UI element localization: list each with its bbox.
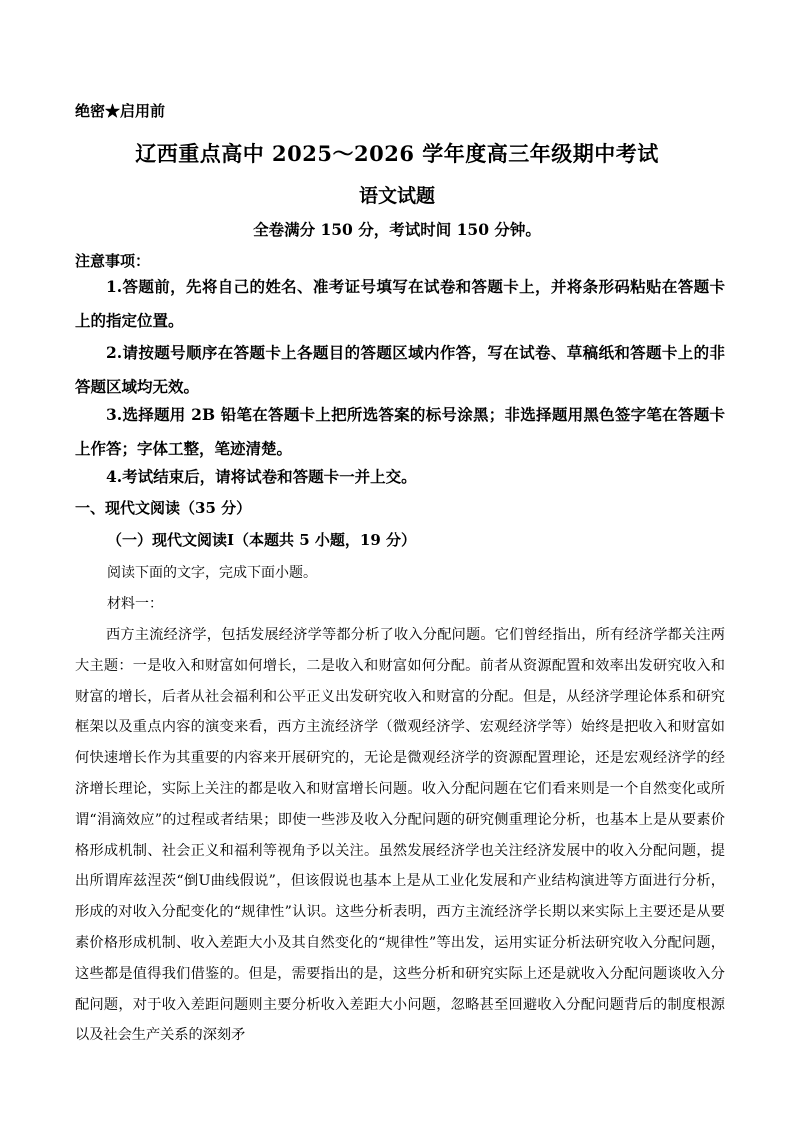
material-paragraph: 西方主流经济学，包括发展经济学等都分析了收入分配问题。它们曾经指出，所有经济学都关注两大主题：一是收入和财富如何增长，二是收入和财富如何分配。前者从资源配置和效率出发研究收入和财富的增长，后者从社会福利和公平正义出发研究收入和财富的分配。但是，从经济学理论体系和研究框架以及重点内容的演变来看，西方主流经济学（微观经济学、宏观经济学等）始终是把收入和财富如何快速增长作为其重要的内容来开展研究的，无论是微观经济学的资源配置理论，还是宏观经济学的经济增长理论，实际上关注的都是收入和财富增长问题。收入分配问题在它们看来则是一个自然变化或所谓“涓滴效应”的过程或者结果；即使一些涉及收入分配问题的研究侧重理论分析，也基本上是从要素价格形成机制、社会正义和福利等视角予以关注。虽然发展经济学也关注经济发展中的收入分配问题，提出所谓库兹涅茨“倒U曲线假说”，但该假说也基本上是从工业化发展和产业结构演进等方面进行分析，形成的对收入分配变化的“规律性”认识。这些分析表明，西方主流经济学长期以来实际上主要还是从要素价格形成机制、收入差距大小及其自然变化的“规律性”等出发，运用实证分析法研究收入分配问题，这些都是值得我们借鉴的。但是，需要指出的是，这些分析和研究实际上还是就收入分配问题谈收入分配问题，对于收入差距问题则主要分析收入差距大小问题，忽略甚至回避收入分配问题背后的制度根源以及社会生产关系的深刻矛 xyxy=(75,627,725,1044)
material-label: 材料一： xyxy=(107,596,163,612)
notice-heading: 注意事项： xyxy=(75,252,151,270)
notice-item-4: 4.考试结束后，请将试卷和答题卡一并上交。 xyxy=(106,467,417,486)
notice-item-3: 3.选择题用 2B 铅笔在答题卡上把所选答案的标号涂黑；非选择题用黑色签字笔在答题卡上作答；字体工整，笔迹清楚。 xyxy=(75,405,725,458)
subject-title: 语文试题 xyxy=(358,185,435,207)
exam-title: 辽西重点高中 2025～2026 学年度高三年级期中考试 xyxy=(135,141,659,166)
score-time-line: 全卷满分 150 分，考试时间 150 分钟。 xyxy=(253,220,541,239)
confidential-label: 绝密★启用前 xyxy=(75,102,166,120)
subsection-heading: （一）现代文阅读Ⅰ（本题共 5 小题，19 分） xyxy=(107,531,416,549)
section-heading: 一、现代文阅读（35 分） xyxy=(75,499,252,517)
reading-instruction: 阅读下面的文字，完成下面小题。 xyxy=(107,565,317,581)
notice-item-1: 1.答题前，先将自己的姓名、准考证号填写在试卷和答题卡上，并将条形码粘贴在答题卡上的指定位置。 xyxy=(75,277,725,330)
notice-item-2: 2.请按题号顺序在答题卡上各题目的答题区域内作答，写在试卷、草稿纸和答题卡上的非答题区域均无效。 xyxy=(75,343,725,396)
